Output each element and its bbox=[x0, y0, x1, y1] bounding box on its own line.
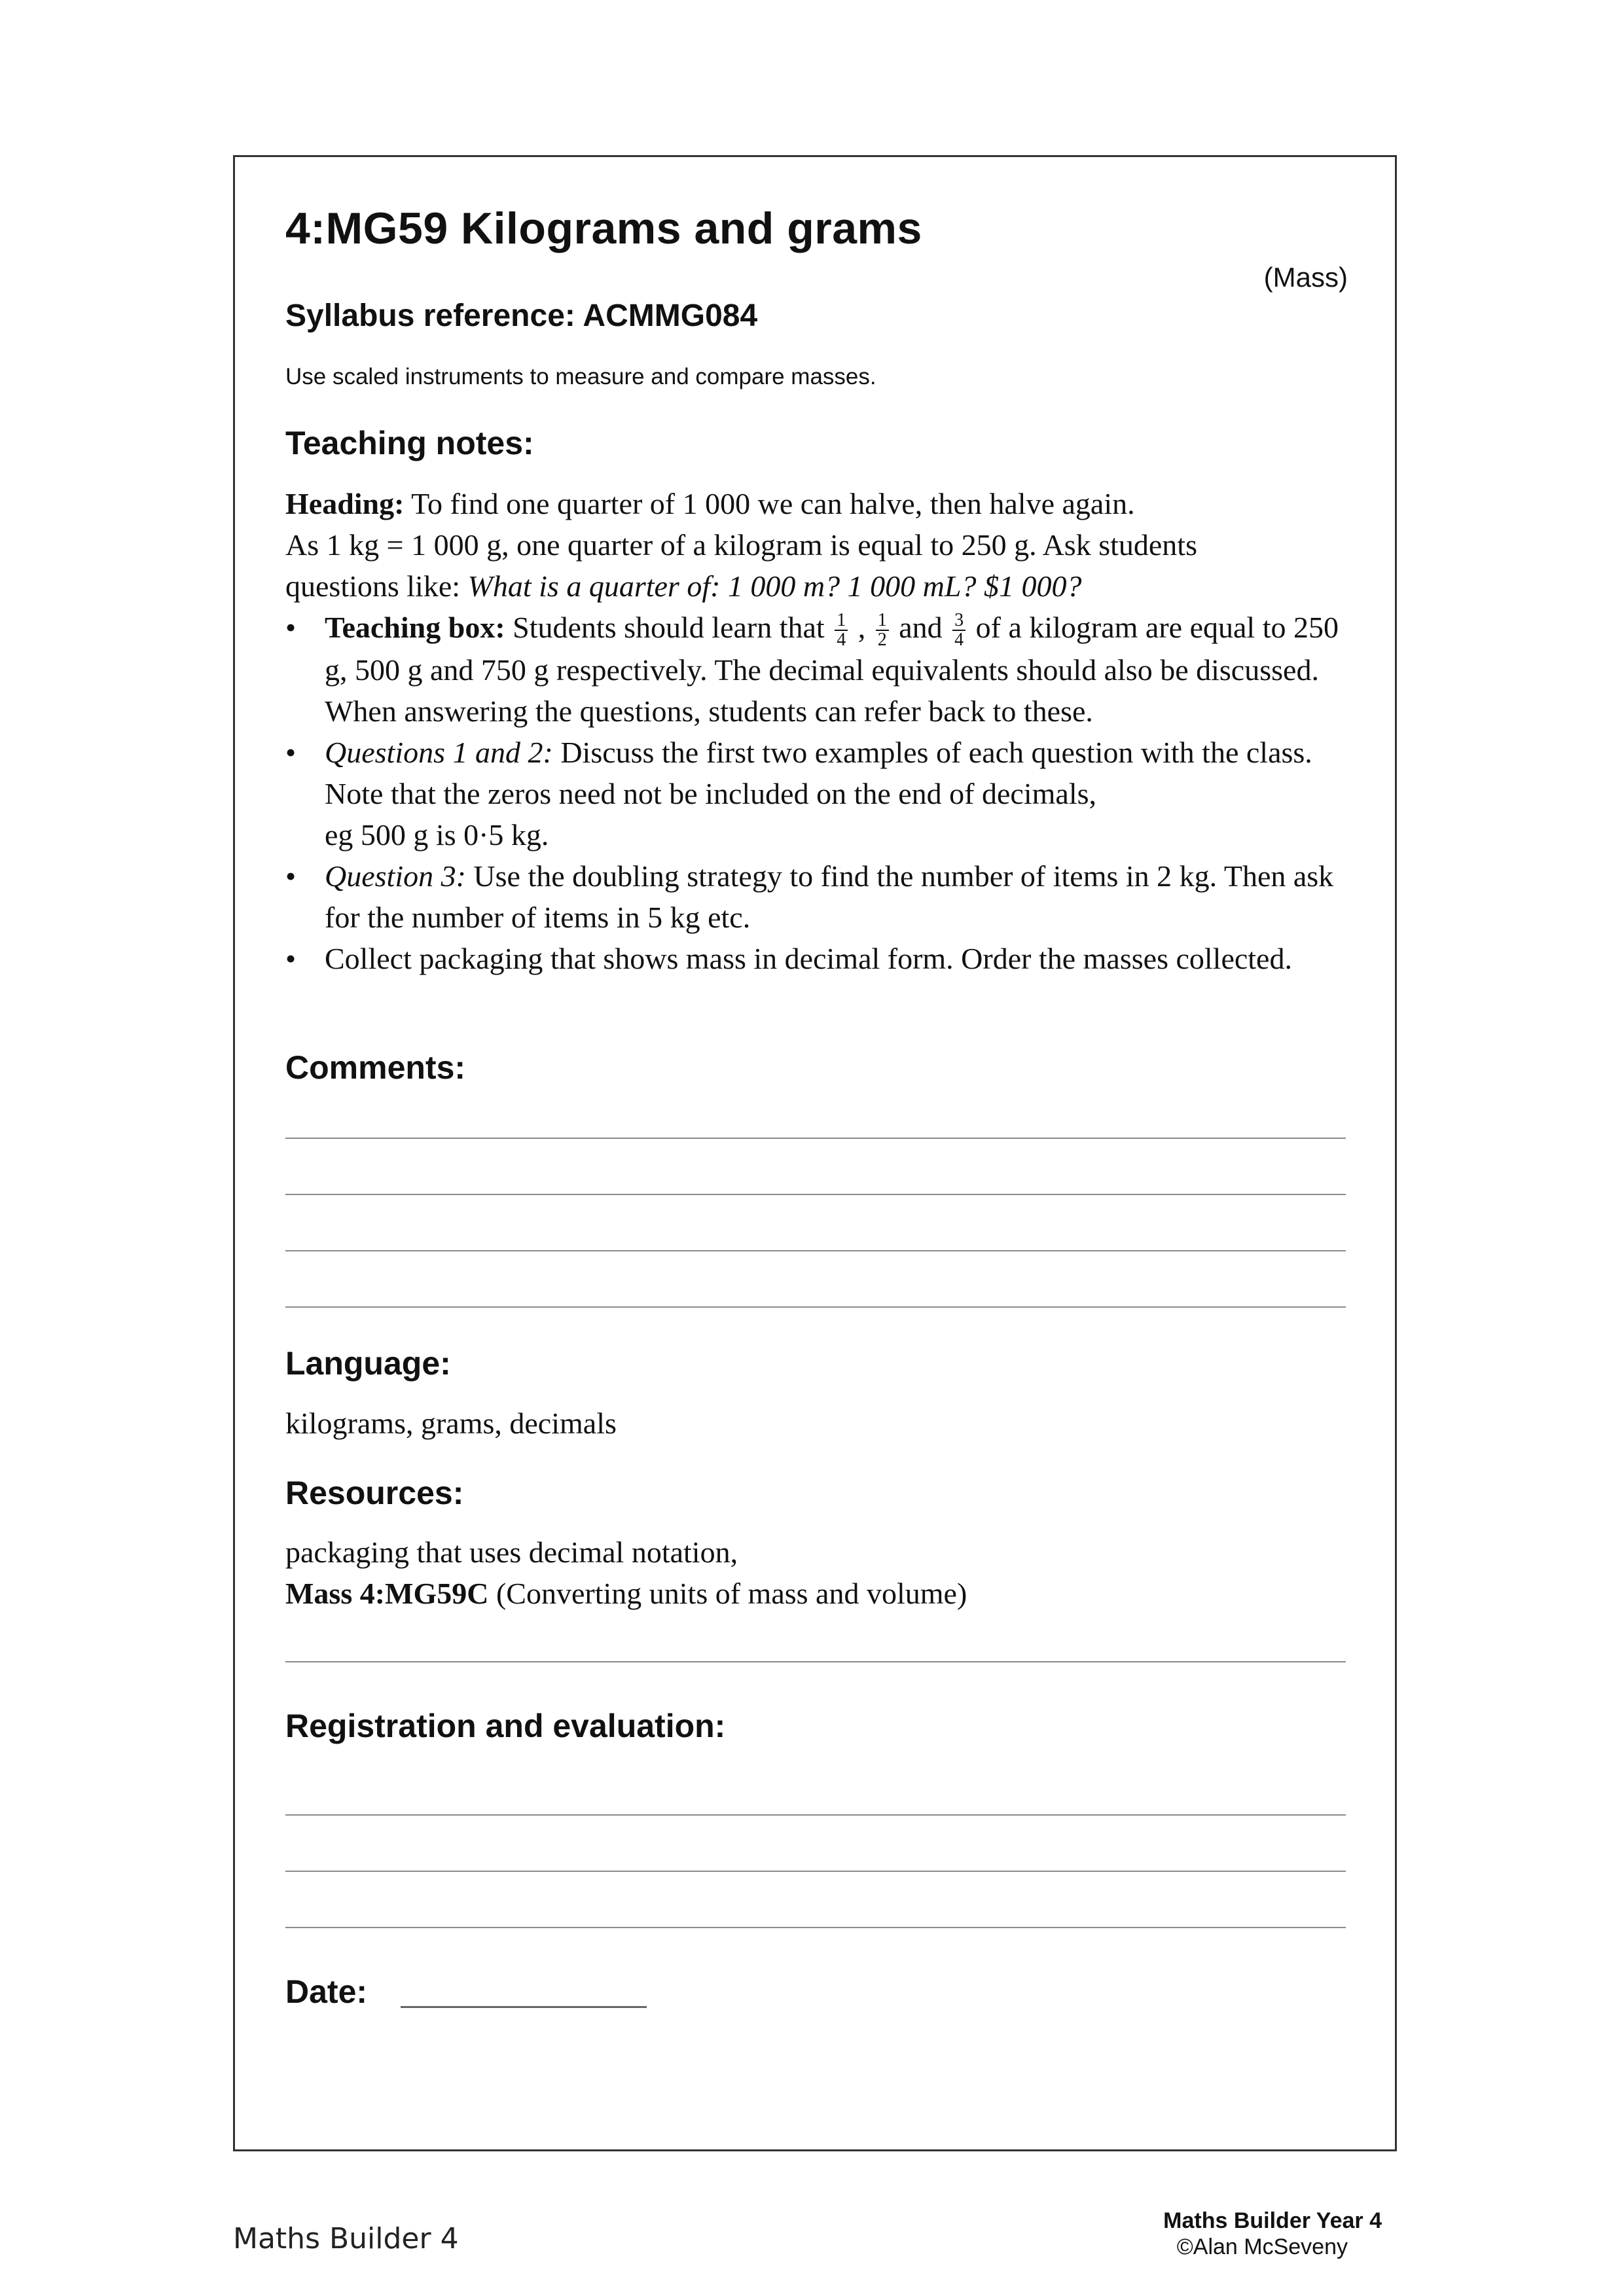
bullet-icon: • bbox=[285, 942, 297, 976]
bullet4-text: Collect packaging that shows mass in decimal form. Order the masses collected. bbox=[325, 942, 1292, 976]
fraction-denominator: 4 bbox=[837, 630, 846, 651]
bullet2-label: Questions 1 and 2: bbox=[325, 736, 553, 770]
syllabus-reference: Syllabus reference: ACMMG084 bbox=[285, 298, 758, 333]
notes-intro-line3 bbox=[285, 565, 1359, 607]
date-label: Date: bbox=[285, 1973, 368, 2010]
list-item bbox=[285, 938, 1359, 979]
date-line bbox=[401, 2006, 647, 2008]
teaching-notes-body bbox=[285, 483, 1359, 979]
bullet-icon: • bbox=[285, 859, 297, 893]
bullet2-line3: eg 500 g is 0·5 kg. bbox=[325, 818, 549, 852]
fraction-numerator: 1 bbox=[835, 611, 848, 631]
bullet3-label: Question 3: bbox=[325, 859, 466, 893]
resources-heading: Resources: bbox=[285, 1475, 464, 1511]
fraction-one-quarter bbox=[835, 611, 848, 649]
resources-line bbox=[285, 1661, 1346, 1662]
bullet1-label: Teaching box: bbox=[325, 611, 505, 644]
registration-line bbox=[285, 1871, 1346, 1872]
notes-bullet-list bbox=[285, 607, 1359, 979]
notes-intro bbox=[285, 483, 1359, 524]
fraction-three-quarters bbox=[952, 611, 965, 649]
registration-line bbox=[285, 1927, 1346, 1928]
notes-intro-label: Heading: bbox=[285, 487, 405, 520]
list-item bbox=[285, 732, 1359, 855]
footer-left-text: Maths Builder 4 bbox=[233, 2222, 459, 2255]
fraction-denominator: 2 bbox=[877, 630, 887, 651]
language-text: kilograms, grams, decimals bbox=[285, 1407, 617, 1440]
fraction-numerator: 1 bbox=[876, 611, 889, 631]
teaching-notes-heading: Teaching notes: bbox=[285, 425, 534, 461]
bullet1-sep1: , bbox=[850, 611, 873, 644]
comments-line bbox=[285, 1250, 1346, 1251]
footer-book-title: Maths Builder Year 4 bbox=[1163, 2208, 1382, 2233]
bullet1-sep2: and bbox=[891, 611, 950, 644]
strand-label: (Mass) bbox=[1263, 262, 1348, 293]
comments-heading: Comments: bbox=[285, 1049, 466, 1086]
bullet-icon: • bbox=[285, 611, 297, 644]
bullet1-pre: Students should learn that bbox=[505, 611, 833, 644]
fraction-one-half bbox=[876, 611, 889, 649]
fraction-numerator: 3 bbox=[952, 611, 965, 631]
list-item bbox=[285, 607, 1359, 732]
notes-intro-line2: As 1 kg = 1 000 g, one quarter of a kilogram is equal to 250 g. Ask students bbox=[285, 528, 1197, 562]
registration-heading: Registration and evaluation: bbox=[285, 1708, 726, 1744]
registration-line bbox=[285, 1814, 1346, 1816]
bullet1-post: of a kilogram are equal to 250 g, 500 g and 750 g respectively. The decimal equivalents should also be discussed. When answering the questions, students can refer back to these. bbox=[325, 611, 1339, 728]
bullet-icon: • bbox=[285, 736, 297, 770]
language-heading: Language: bbox=[285, 1345, 451, 1382]
bullet2-text: Discuss the first two examples of each question with the class. Note that the zeros need not be included on the end of decimals, bbox=[325, 736, 1312, 811]
comments-line bbox=[285, 1138, 1346, 1139]
footer-copyright: ©Alan McSeveny bbox=[1176, 2234, 1348, 2259]
syllabus-description: Use scaled instruments to measure and compare masses. bbox=[285, 364, 876, 389]
notes-intro-text: To find one quarter of 1 000 we can halve, then halve again. bbox=[404, 487, 1135, 520]
resources-line2-bold: Mass 4:MG59C bbox=[285, 1577, 489, 1610]
resources-line1: packaging that uses decimal notation, bbox=[285, 1535, 738, 1569]
bullet3-text: Use the doubling strategy to find the number of items in 2 kg. Then ask for the number of items in 5 kg etc. bbox=[325, 859, 1334, 935]
page-title: 4:MG59 Kilograms and grams bbox=[285, 204, 922, 253]
notes-intro-line3-italic: What is a quarter of: 1 000 m? 1 000 mL? $1 000? bbox=[467, 569, 1082, 603]
list-item bbox=[285, 855, 1359, 938]
comments-line bbox=[285, 1194, 1346, 1195]
comments-line bbox=[285, 1306, 1346, 1308]
resources-line2-rest: (Converting units of mass and volume) bbox=[488, 1577, 967, 1610]
fraction-denominator: 4 bbox=[954, 630, 964, 651]
notes-intro-line3-plain: questions like: bbox=[285, 569, 468, 603]
resources-line2 bbox=[285, 1573, 967, 1614]
